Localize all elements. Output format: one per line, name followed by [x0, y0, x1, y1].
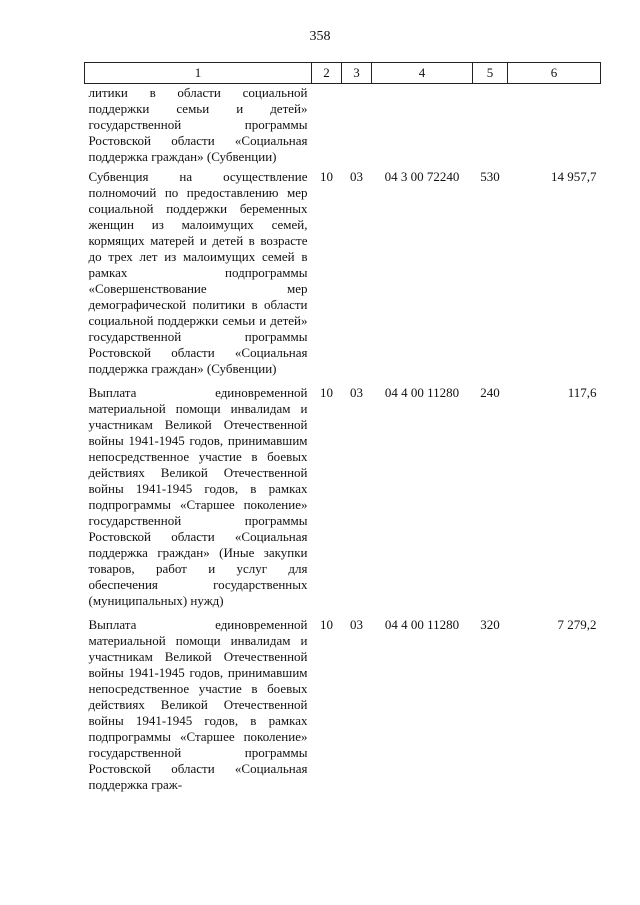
row-expense-type: 240: [480, 385, 500, 400]
row-section: 10: [320, 169, 333, 184]
row-subsection: 03: [350, 169, 363, 184]
row-target-code: 04 4 00 11280: [384, 617, 460, 632]
row-description: Субвенция на осуществление полномочий по предоставлению мер социальной поддержки беременных женщин из малоимущих семей, кормящих матерей и детей в возрасте до трех лет из малоимущих семей в рамках подпрограммы «Совершенствование мер демографической политики в области социальной поддержки семьи и детей» государственной программы Ростовской области «Социальная поддержка граждан» (Субвенции): [88, 169, 308, 376]
row-description: Выплата единовременной материальной помощи инвалидам и участникам Великой Отечественной войны 1941-1945 годов, принимавшим непосредственное участие в боевых действиях Великой Отечественной войны 1941-1945 годов, в рамках подпрограммы «Старшее поколение» государственной программы Ростовской области «Социальная поддержка граж-: [88, 617, 308, 792]
table-header-row: [85, 63, 601, 84]
row-amount: 117,6: [567, 385, 597, 400]
table-row: [85, 84, 601, 166]
budget-table: [84, 62, 601, 797]
row-amount: 14 957,7: [551, 169, 597, 184]
row-expense-type: [473, 84, 508, 166]
row-target-code: 04 4 00 11280: [384, 385, 460, 400]
column-header-6: 6: [508, 63, 601, 84]
row-description: литики в области социальной поддержки семьи и детей» государственной программы Ростовской области «Социальная поддержка граждан» (Субвенции): [88, 85, 308, 164]
column-header-5: 5: [473, 63, 508, 84]
row-amount: [508, 84, 601, 166]
row-section: 10: [320, 385, 333, 400]
row-target-code: 04 3 00 72240: [384, 169, 460, 184]
row-section: 10: [320, 617, 333, 632]
row-subsection: 03: [350, 617, 363, 632]
table-row: [85, 613, 601, 797]
row-description: Выплата единовременной материальной помощи инвалидам и участникам Великой Отечественной войны 1941-1945 годов, принимавшим непосредственное участие в боевых действиях Великой Отечественной войны 1941-1945 годов, в рамках подпрограммы «Старшее поколение» государственной программы Ростовской области «Социальная поддержка граждан» (Иные закупки товаров, работ и услуг для обеспечения государственных (муниципальных) нужд): [88, 385, 308, 608]
row-subsection: [342, 84, 372, 166]
column-header-4: 4: [372, 63, 473, 84]
column-header-1: 1: [85, 63, 312, 84]
row-target-code: [372, 84, 473, 166]
column-header-3: 3: [342, 63, 372, 84]
row-expense-type: 320: [480, 617, 500, 632]
table-row: [85, 381, 601, 613]
column-header-2: 2: [312, 63, 342, 84]
page-number: 358: [309, 29, 331, 44]
row-subsection: 03: [350, 385, 363, 400]
row-amount: 7 279,2: [557, 617, 597, 632]
table-row: [85, 165, 601, 381]
row-expense-type: 530: [480, 169, 500, 184]
row-section: [312, 84, 342, 166]
